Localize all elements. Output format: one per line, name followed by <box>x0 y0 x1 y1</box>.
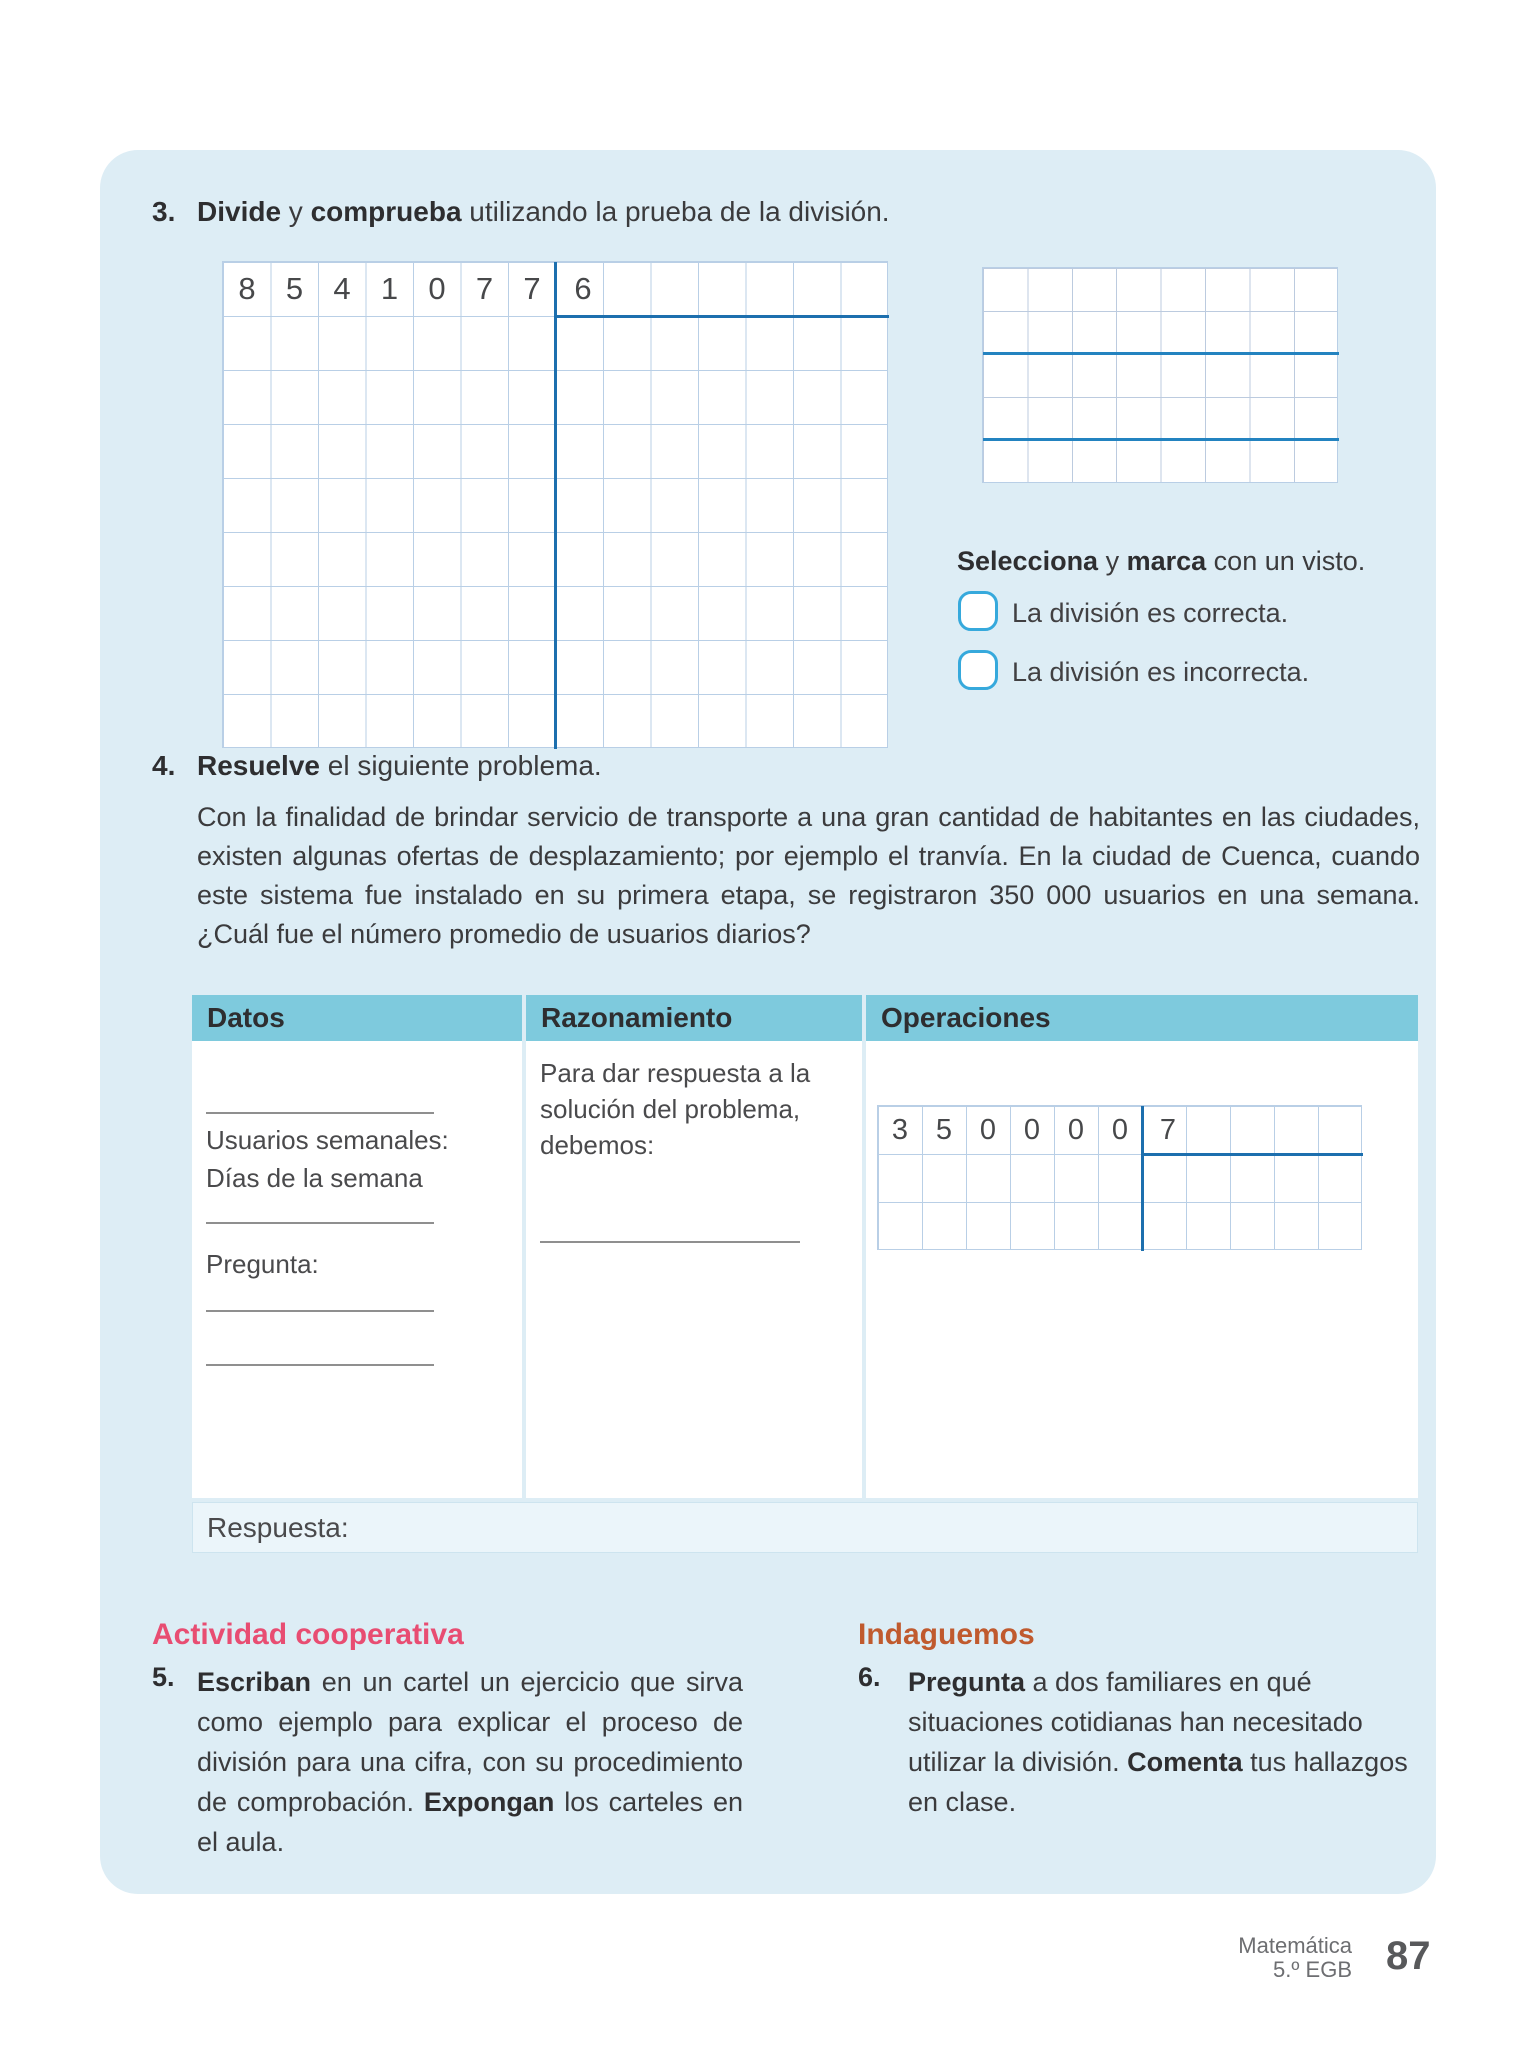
dividend-digit: 4 <box>333 271 351 306</box>
write-line <box>540 1241 800 1243</box>
write-line <box>206 1222 434 1224</box>
dividend-digit: 7 <box>475 271 494 306</box>
exercise-5-number: 5. <box>152 1662 175 1692</box>
exercise-3-number: 3. <box>152 196 176 227</box>
footer-subject: Matemática <box>1238 1933 1352 1958</box>
exercise-3-heading <box>152 196 1392 228</box>
inda-activity-heading: Indaguemos <box>858 1618 1035 1651</box>
division-horizontal-bar <box>554 315 889 318</box>
problem-statement: Con la finalidad de brindar servicio de transporte a una gran cantidad de habitantes en las ciudades, existen algunas ofertas de desplazamiento; por ejemplo el tranvía. En la ciudad de Cuenca, cuando este sistema fue instalado en su primera etapa, se registraron 350 000 usuarios en una semana. ¿Cuál fue el número promedio de usuarios diarios? <box>197 802 1420 949</box>
exercise-6-number: 6. <box>858 1662 881 1692</box>
table-header-razonamiento: Razonamiento <box>526 995 862 1041</box>
op-dividend-digit: 0 <box>979 1113 997 1146</box>
op-divisor-digit: 7 <box>1159 1113 1177 1146</box>
datos-pregunta-label: Pregunta: <box>206 1249 319 1279</box>
exercise-5-text: Escriban en un cartel un ejercicio que sirva como ejemplo para explicar el proceso de división para una cifra, con su procedimiento de comprobación. Expongan los carteles en el aula. <box>197 1667 744 1857</box>
dividend-digit: 8 <box>238 271 256 306</box>
dividend-digit: 7 <box>523 271 541 306</box>
exercise-4-heading <box>152 750 1392 782</box>
op-dividend-digit: 0 <box>1023 1113 1041 1146</box>
table-header-datos: Datos <box>192 995 522 1041</box>
respuesta-label: Respuesta: <box>207 1511 349 1543</box>
razonamiento-text: Para dar respuesta a la solución del problema, debemos: <box>540 1058 811 1160</box>
op-dividend-digit: 5 <box>935 1113 953 1146</box>
dividend-digit: 5 <box>285 271 304 306</box>
write-line <box>206 1310 434 1312</box>
verification-rule-1 <box>983 352 1339 355</box>
dividend-digit: 1 <box>380 271 399 306</box>
verification-rule-2 <box>983 438 1339 441</box>
datos-usuarios-label: Usuarios semanales: <box>206 1125 449 1155</box>
footer-grade: 5.º EGB <box>1273 1957 1352 1982</box>
checkbox-label-incorrecta: La división es incorrecta. <box>1012 657 1310 687</box>
footer-subject-grade <box>1102 1934 1352 1982</box>
exercise-4-title: Resuelve el siguiente problema. <box>197 750 602 781</box>
checkbox-division-correcta[interactable] <box>958 591 998 631</box>
verification-grid[interactable] <box>982 267 1338 483</box>
datos-dias-label: Días de la semana <box>206 1163 423 1193</box>
operations-horizontal-bar <box>1141 1153 1363 1156</box>
checkbox-division-incorrecta[interactable] <box>958 650 998 690</box>
division-work-grid[interactable] <box>222 261 888 748</box>
dividend-digit: 0 <box>428 271 446 306</box>
page-number: 87 <box>1386 1934 1431 1978</box>
checkbox-label-correcta: La división es correcta. <box>1012 598 1289 628</box>
respuesta-row[interactable] <box>192 1502 1418 1553</box>
divisor-digit: 6 <box>574 271 592 306</box>
write-line <box>206 1112 434 1114</box>
exercise-3-title: Divide y comprueba utilizando la prueba de la división. <box>197 196 890 227</box>
write-line <box>206 1364 434 1366</box>
division-vertical-bar <box>554 262 557 749</box>
operations-vertical-bar <box>1141 1106 1144 1251</box>
exercise-6-text: Pregunta a dos familiares en qué situaciones cotidianas han necesitado utilizar la división. Comenta tus hallazgos en clase. <box>908 1667 1408 1817</box>
coop-activity-heading: Actividad cooperativa <box>152 1618 464 1651</box>
operations-grid[interactable] <box>877 1105 1362 1250</box>
select-instruction: Selecciona y marca con un visto. <box>957 546 1366 576</box>
op-dividend-digit: 3 <box>891 1113 909 1146</box>
exercise-4-number: 4. <box>152 750 176 781</box>
table-header-operaciones: Operaciones <box>866 995 1418 1041</box>
op-dividend-digit: 0 <box>1067 1113 1085 1146</box>
op-dividend-digit: 0 <box>1111 1113 1129 1146</box>
